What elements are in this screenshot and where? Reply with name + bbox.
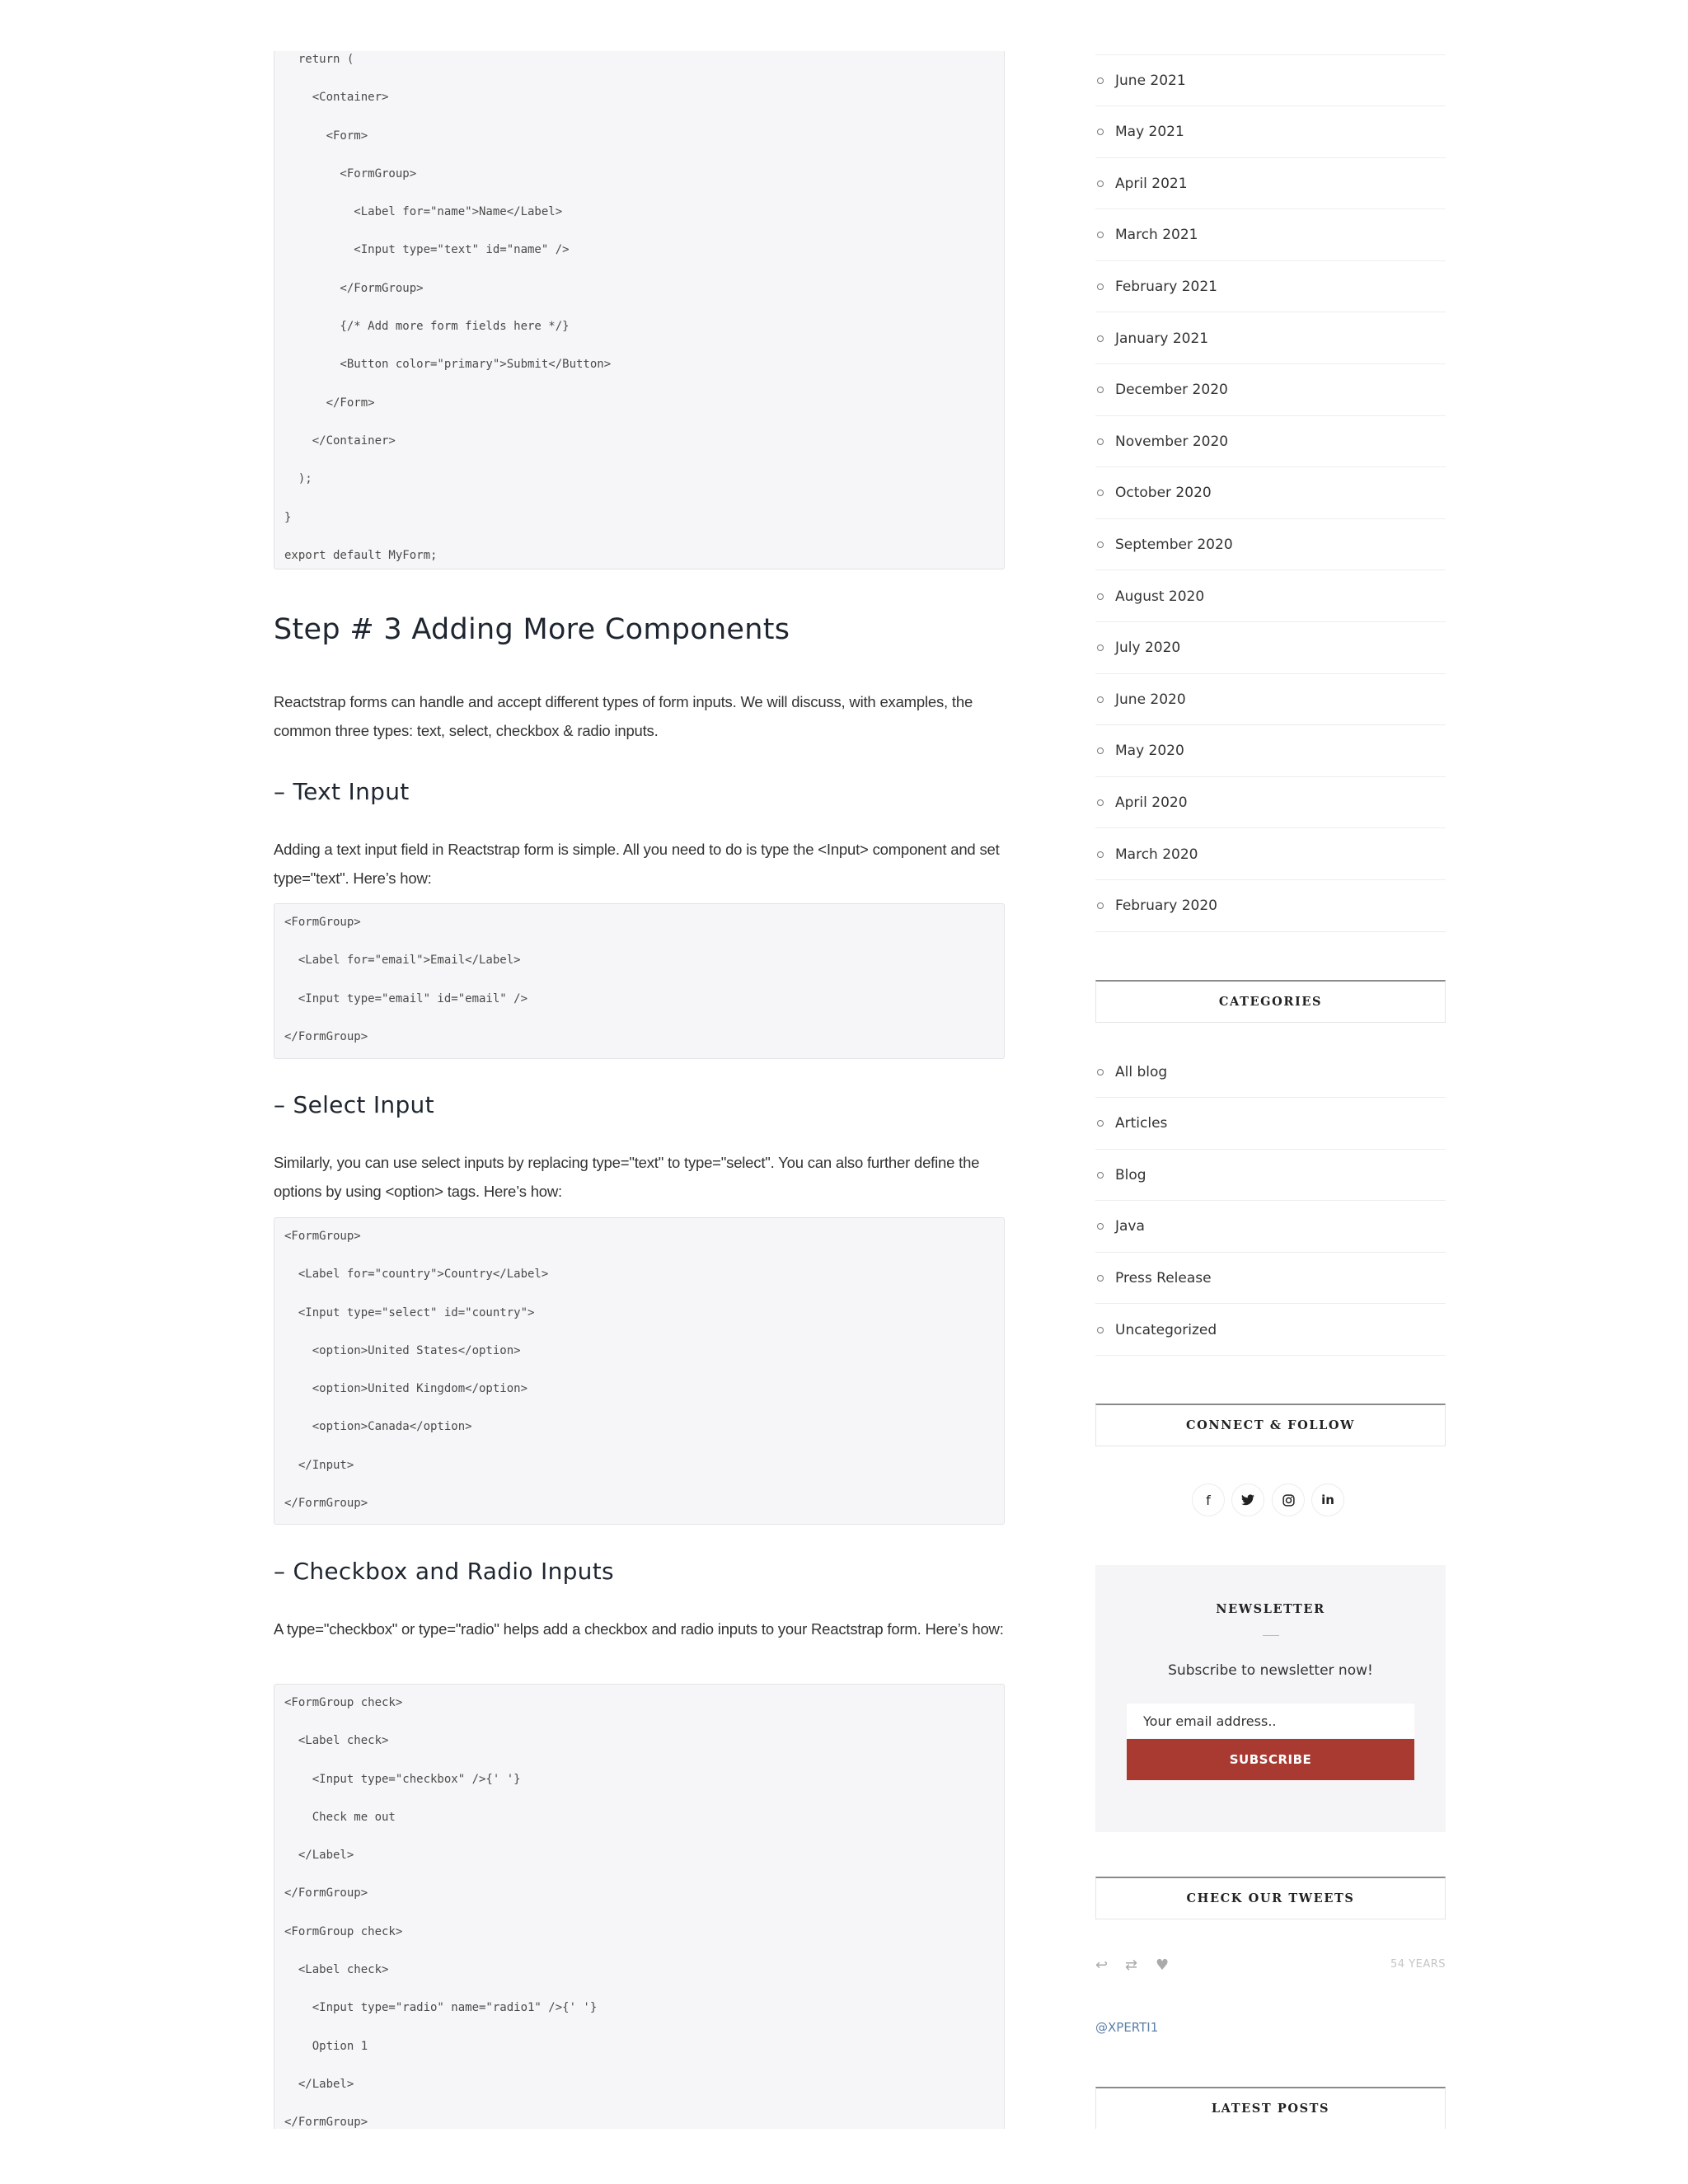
code-line: Option 1 bbox=[284, 2039, 368, 2053]
archive-item[interactable] bbox=[1095, 519, 1446, 570]
newsletter-widget bbox=[1095, 1565, 1446, 1832]
category-item-label: Blog bbox=[1115, 1166, 1146, 1183]
code-line: </Input> bbox=[284, 1458, 354, 1472]
connect-follow-title: CONNECT & FOLLOW bbox=[1095, 1404, 1446, 1446]
archive-item-label: March 2020 bbox=[1115, 846, 1198, 863]
bullet-circle-icon bbox=[1097, 748, 1104, 754]
code-line: <Label check> bbox=[284, 1734, 389, 1748]
bullet-circle-icon bbox=[1097, 1172, 1104, 1179]
subscribe-button[interactable]: SUBSCRIBE bbox=[1127, 1739, 1414, 1780]
code-line: <FormGroup> bbox=[284, 1230, 361, 1243]
archive-item[interactable] bbox=[1095, 623, 1446, 674]
archive-item-label: November 2020 bbox=[1115, 433, 1229, 450]
bullet-circle-icon bbox=[1097, 593, 1104, 600]
text-input-paragraph: Adding a text input field in Reactstrap form is simple. All you need to do is type the <Input> component and set type="text". Here’s how: bbox=[274, 841, 1000, 887]
archive-item[interactable] bbox=[1095, 55, 1446, 106]
bullet-circle-icon bbox=[1097, 1327, 1104, 1333]
code-line: <Input type="radio" name="radio1" />{' '} bbox=[284, 2001, 598, 2015]
code-line: </FormGroup> bbox=[284, 281, 424, 295]
like-icon[interactable]: ♥ bbox=[1156, 1957, 1170, 1974]
archive-item-label: February 2020 bbox=[1115, 898, 1217, 915]
code-line: Check me out bbox=[284, 1810, 396, 1824]
code-line: <FormGroup check> bbox=[284, 1924, 403, 1938]
category-item-label: Press Release bbox=[1115, 1269, 1212, 1286]
linkedin-icon[interactable]: in bbox=[1311, 1483, 1344, 1516]
code-line: ); bbox=[284, 472, 312, 486]
code-line: </Container> bbox=[284, 434, 396, 448]
category-item[interactable] bbox=[1095, 1202, 1446, 1253]
bullet-circle-icon bbox=[1097, 1275, 1104, 1282]
code-line: <Button color="primary">Submit</Button> bbox=[284, 358, 612, 372]
archive-item[interactable] bbox=[1095, 726, 1446, 777]
bullet-circle-icon bbox=[1097, 438, 1104, 445]
archive-item-label: February 2021 bbox=[1115, 278, 1217, 295]
bullet-circle-icon bbox=[1097, 644, 1104, 651]
code-line: <Label for="name">Name</Label> bbox=[284, 205, 563, 219]
code-line: <Label for="country">Country</Label> bbox=[284, 1268, 549, 1282]
archive-item-label: April 2020 bbox=[1115, 794, 1188, 811]
code-line: <option>United States</option> bbox=[284, 1343, 521, 1357]
checkbox-radio-paragraph: A type="checkbox" or type="radio" helps add a checkbox and radio inputs to your Reactstrap form. Here’s how: bbox=[274, 1620, 1004, 1638]
archive-item-label: September 2020 bbox=[1115, 536, 1233, 553]
twitter-bird-glyph bbox=[1241, 1494, 1254, 1506]
code-line: </FormGroup> bbox=[284, 1029, 368, 1043]
newsletter-text: Subscribe to newsletter now! bbox=[1168, 1662, 1373, 1679]
code-line: <Label check> bbox=[284, 1963, 389, 1977]
code-block-myform bbox=[274, 51, 1005, 569]
archive-item-label: June 2020 bbox=[1115, 691, 1186, 708]
bullet-circle-icon bbox=[1097, 77, 1104, 84]
heading-text-input: – Text Input bbox=[274, 778, 410, 805]
bullet-circle-icon bbox=[1097, 1223, 1104, 1230]
reply-icon[interactable]: ↩ bbox=[1095, 1957, 1109, 1974]
archive-item-label: August 2020 bbox=[1115, 588, 1205, 605]
archive-item-label: January 2021 bbox=[1115, 330, 1209, 347]
category-item[interactable] bbox=[1095, 1150, 1446, 1201]
category-item-label: All blog bbox=[1115, 1063, 1168, 1080]
section-heading-step3: Step # 3 Adding More Components bbox=[274, 613, 790, 646]
archive-item[interactable] bbox=[1095, 365, 1446, 416]
bullet-circle-icon bbox=[1097, 490, 1104, 496]
heading-select-input: – Select Input bbox=[274, 1091, 434, 1118]
code-line: <option>United Kingdom</option> bbox=[284, 1382, 528, 1396]
archive-item-label: July 2020 bbox=[1115, 640, 1181, 657]
bullet-circle-icon bbox=[1097, 180, 1104, 187]
code-line: </FormGroup> bbox=[284, 2116, 368, 2130]
category-item-label: Articles bbox=[1115, 1115, 1168, 1132]
archive-item[interactable] bbox=[1095, 829, 1446, 880]
archive-item[interactable] bbox=[1095, 777, 1446, 828]
code-line: <Form> bbox=[284, 129, 368, 143]
latest-posts-title: LATEST POSTS bbox=[1095, 2087, 1446, 2130]
facebook-icon[interactable]: f bbox=[1192, 1483, 1225, 1516]
archive-item-label: December 2020 bbox=[1115, 382, 1228, 399]
code-block-select-input bbox=[274, 1217, 1005, 1525]
code-block-checkbox-radio bbox=[274, 1684, 1005, 2145]
category-item-label: Uncategorized bbox=[1115, 1321, 1217, 1338]
code-line: <FormGroup> bbox=[284, 916, 361, 929]
step3-intro-text: Reactstrap forms can handle and accept different types of form inputs. We will discuss, with examples, the common three types: text, select, checkbox & radio inputs. bbox=[274, 693, 973, 739]
code-line: </Label> bbox=[284, 1849, 354, 1863]
archive-item-label: May 2021 bbox=[1115, 124, 1184, 141]
archive-item[interactable] bbox=[1095, 158, 1446, 209]
bullet-circle-icon bbox=[1097, 387, 1104, 393]
code-line: } bbox=[284, 510, 292, 524]
archive-item[interactable] bbox=[1095, 881, 1446, 932]
tweets-title: CHECK OUR TWEETS bbox=[1095, 1877, 1446, 1919]
article-content bbox=[274, 54, 1005, 569]
instagram-glyph bbox=[1282, 1494, 1295, 1507]
tweet-user-link[interactable]: @XPERTI1 bbox=[1095, 2020, 1159, 2035]
instagram-icon[interactable] bbox=[1272, 1483, 1305, 1516]
code-line: <Label for="email">Email</Label> bbox=[284, 954, 521, 968]
category-item[interactable] bbox=[1095, 1047, 1446, 1098]
bullet-circle-icon bbox=[1097, 799, 1104, 806]
code-line: <Input type="email" id="email" /> bbox=[284, 991, 528, 1005]
code-block-text-input bbox=[274, 903, 1005, 1059]
category-item[interactable] bbox=[1095, 1099, 1446, 1150]
bullet-circle-icon bbox=[1097, 541, 1104, 548]
code-line: <Input type="checkbox" />{' '} bbox=[284, 1772, 521, 1786]
bullet-circle-icon bbox=[1097, 335, 1104, 342]
bullet-circle-icon bbox=[1097, 232, 1104, 238]
code-line: </Form> bbox=[284, 396, 375, 410]
archive-item-label: March 2021 bbox=[1115, 227, 1198, 244]
twitter-icon[interactable] bbox=[1231, 1483, 1264, 1516]
category-item-label: Java bbox=[1115, 1218, 1145, 1235]
archive-item[interactable] bbox=[1095, 210, 1446, 261]
archive-item[interactable] bbox=[1095, 674, 1446, 725]
archive-item-label: October 2020 bbox=[1115, 485, 1212, 502]
categories-title: CATEGORIES bbox=[1095, 980, 1446, 1023]
archive-item-label: April 2021 bbox=[1115, 175, 1188, 192]
code-line: </FormGroup> bbox=[284, 1886, 368, 1900]
newsletter-email-input[interactable]: Your email address.. bbox=[1127, 1704, 1414, 1738]
retweet-icon[interactable]: ⇄ bbox=[1125, 1957, 1138, 1974]
bullet-circle-icon bbox=[1097, 1069, 1104, 1076]
archive-item[interactable] bbox=[1095, 416, 1446, 467]
archive-item-label: May 2020 bbox=[1115, 743, 1184, 760]
category-item[interactable] bbox=[1095, 1305, 1446, 1356]
newsletter-divider bbox=[1263, 1635, 1279, 1636]
archive-item[interactable] bbox=[1095, 107, 1446, 158]
newsletter-title: NEWSLETTER bbox=[1216, 1602, 1325, 1616]
tweet-age: 54 YEARS bbox=[1390, 1958, 1447, 1971]
code-line: <FormGroup check> bbox=[284, 1696, 403, 1709]
archive-item-label: June 2021 bbox=[1115, 72, 1186, 89]
heading-checkbox-radio: – Checkbox and Radio Inputs bbox=[274, 1558, 614, 1585]
select-input-paragraph: Similarly, you can use select inputs by replacing type="text" to type="select". You can also further define the options by using <option> tags. Here’s how: bbox=[274, 1154, 980, 1200]
bullet-circle-icon bbox=[1097, 696, 1104, 703]
archive-item[interactable] bbox=[1095, 571, 1446, 622]
code-line: <option>Canada</option> bbox=[284, 1420, 472, 1434]
code-line: <Input type="select" id="country"> bbox=[284, 1305, 535, 1319]
page-bottom-margin bbox=[0, 2129, 1688, 2184]
bullet-circle-icon bbox=[1097, 284, 1104, 290]
archive-item[interactable] bbox=[1095, 468, 1446, 519]
code-line: <Container> bbox=[284, 91, 389, 105]
bullet-circle-icon bbox=[1097, 902, 1104, 909]
bullet-circle-icon bbox=[1097, 851, 1104, 858]
code-line: <FormGroup> bbox=[284, 166, 417, 180]
code-line: </FormGroup> bbox=[284, 1497, 368, 1511]
code-line: {/* Add more form fields here */} bbox=[284, 320, 570, 334]
category-item[interactable] bbox=[1095, 1253, 1446, 1304]
archive-item[interactable] bbox=[1095, 313, 1446, 364]
archive-item[interactable] bbox=[1095, 261, 1446, 312]
code-line: </Label> bbox=[284, 2077, 354, 2091]
code-line: <Input type="text" id="name" /> bbox=[284, 243, 570, 257]
bullet-circle-icon bbox=[1097, 129, 1104, 135]
code-line: export default MyForm; bbox=[284, 548, 438, 562]
code-line: return ( bbox=[284, 53, 354, 66]
bullet-circle-icon bbox=[1097, 1120, 1104, 1127]
